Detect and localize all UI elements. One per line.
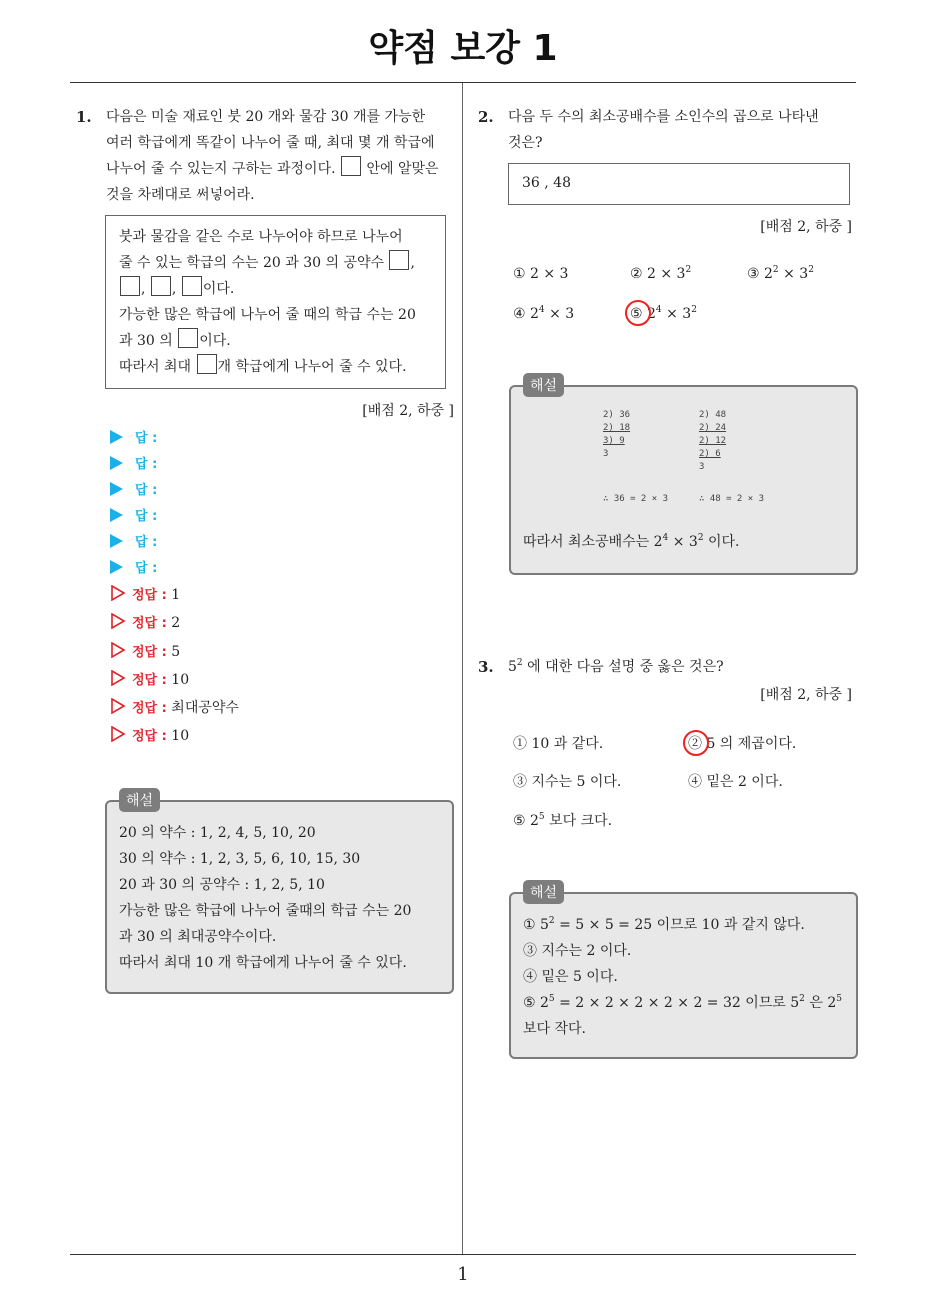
arrow-icon (110, 560, 123, 574)
division-ladder-36: 2) 36 2) 18 3) 9 3 (603, 410, 631, 459)
correct-answer-row: 정답 : 최대공약수 (110, 697, 239, 719)
correct-answer-row: 정답 : 5 (110, 641, 180, 663)
explanation-box (509, 885, 858, 1059)
choice-2[interactable]: ② 5 의 제곱이다. (688, 736, 797, 752)
correct-answer-row: 정답 : 1 (110, 584, 180, 606)
arrow-icon (110, 430, 123, 444)
blank-box (151, 276, 171, 296)
hollow-arrow-icon (110, 642, 126, 658)
score-label: [배점 2, 하중 ] (760, 687, 852, 703)
arrow-icon (110, 456, 123, 470)
blank-box (120, 276, 140, 296)
blank-box (197, 354, 217, 374)
question-text: $5^2$ 에 대한 다음 설명 중 옳은 것은? (508, 658, 724, 675)
page-number: 1 (457, 1264, 469, 1285)
choice-3[interactable]: ③ 지수는 5 이다. (513, 774, 622, 790)
question-number: 3. (478, 658, 494, 676)
blank-box (182, 276, 202, 296)
factorization-36: ∴ 36 = 2 × 3 (603, 494, 669, 504)
answer-row: 답 : (110, 505, 157, 527)
choice-1[interactable]: ① 2 × 3 (513, 266, 569, 282)
choice-2[interactable]: ② $2 \times 3^2$ (630, 265, 692, 282)
choice-5[interactable]: ⑤ $2^4 \times 3^2$ (630, 305, 697, 322)
arrow-icon (110, 508, 123, 522)
text-line: 것을 차례대로 써넣어라. (106, 187, 255, 203)
blank-box (389, 250, 409, 270)
arrow-icon (110, 534, 123, 548)
blank-box (178, 328, 198, 348)
choice-4[interactable]: ④ 밑은 2 이다. (688, 774, 783, 790)
answer-row: 답 : (110, 531, 157, 553)
hollow-arrow-icon (110, 585, 126, 601)
choice-5[interactable]: ⑤ $2^5$ 보다 크다. (513, 812, 613, 829)
top-rule (70, 82, 856, 83)
division-ladder-48: 2) 48 2) 24 2) 12 2) 6 3 (699, 410, 727, 472)
selected-mark-icon (683, 730, 709, 756)
hollow-arrow-icon (110, 613, 126, 629)
explanation-box (509, 378, 858, 575)
hollow-arrow-icon (110, 670, 126, 686)
answer-row: 답 : (110, 427, 157, 449)
correct-answer-row: 정답 : 10 (110, 669, 189, 691)
text-line: 나누어 줄 수 있는지 구하는 과정이다. 안에 알맞은 (106, 156, 458, 182)
explanation-text: ① $5^2 = 5 \times 5 = 25$ 이므로 10 과 같지 않다. ③ 지수는 2 이다. ④ 밑은 5 이다. ⑤ $2^5 = 2 \times 2 \times 2 \times 2 \times 2 = 32$ 이므로 $5^2$ 은 $2^5$ 보다 작다. (523, 916, 842, 1037)
problem-box: 붓과 물감을 같은 수로 나누어야 하므로 나누어 줄 수 있는 학급의 수는 20 과 30 의 공약수 , , , 이다. 가능한 많은 학급에 나누어 줄 때의 학급 수는 20 과 30 의 이다. 따라서 최대 개 학급에게 나누어 줄 수 있다. (105, 215, 446, 389)
explanation-text: 20 의 약수 : 1, 2, 4, 5, 10, 20 30 의 약수 : 1, 2, 3, 5, 6, 10, 15, 30 20 과 30 의 공약수 : 1, 2, 5, 10 가능한 많은 학급에 나누어 줄때의 학급 수는 20 과 30 의 최대공약수이다. 따라서 최대 10 개 학급에게 나누어 줄 수 있다. (119, 825, 412, 971)
question-number: 1. (76, 108, 92, 126)
explanation-text: 따라서 최소공배수는 $2^4 \times 3^2$ 이다. (523, 533, 740, 550)
explanation-tag: 해설 (523, 373, 564, 397)
text-line: 다음은 미술 재료인 붓 20 개와 물감 30 개를 가능한 (106, 109, 426, 125)
bottom-rule (70, 1254, 856, 1255)
explanation-tag: 해설 (119, 788, 160, 812)
hollow-arrow-icon (110, 698, 126, 714)
given-box: 36 , 48 (508, 163, 850, 205)
choice-4[interactable]: ④ $2^4 \times 3$ (513, 305, 575, 322)
question-text: 다음 두 수의 최소공배수를 소인수의 곱으로 나타낸 것은? (508, 109, 819, 151)
arrow-icon (110, 482, 123, 496)
explanation-tag: 해설 (523, 880, 564, 904)
correct-answer-row: 정답 : 10 (110, 725, 189, 747)
question-number: 2. (478, 108, 494, 126)
question-text (106, 104, 458, 208)
correct-answer-row: 정답 : 2 (110, 612, 180, 634)
text-line: 여러 학급에게 똑같이 나누어 줄 때, 최대 몇 개 학급에 (106, 135, 435, 151)
score-label: [배점 2, 하중 ] (760, 219, 852, 235)
choice-3[interactable]: ③ $2^2 \times 3^2$ (747, 265, 814, 282)
score-label: [배점 2, 하중 ] (362, 403, 454, 419)
column-divider (462, 83, 463, 1255)
selected-mark-icon (625, 300, 651, 326)
answer-row: 답 : (110, 453, 157, 475)
page-title: 약점 보강 1 (368, 28, 558, 69)
answer-row: 답 : (110, 479, 157, 501)
answer-row: 답 : (110, 557, 157, 579)
blank-box (341, 156, 361, 176)
hollow-arrow-icon (110, 726, 126, 742)
factorization-48: ∴ 48 = 2 × 3 (699, 494, 765, 504)
choice-1[interactable]: ① 10 과 같다. (513, 736, 604, 752)
explanation-box (105, 793, 454, 994)
